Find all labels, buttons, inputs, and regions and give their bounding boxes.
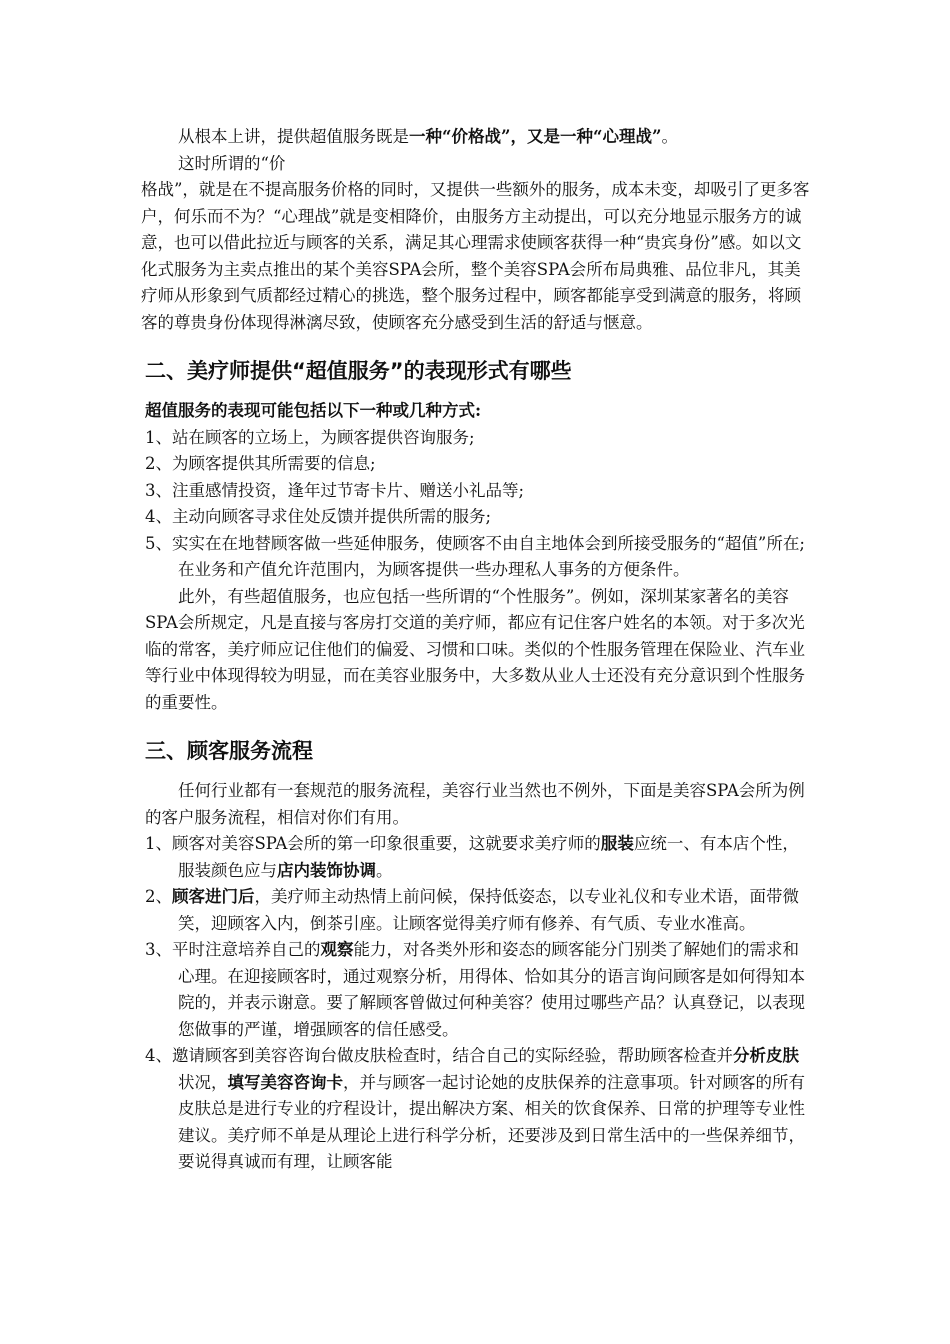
section-2-paragraph: 此外，有些超值服务，也应包括一些所谓的“个性服务”。例如，深圳某家著名的美容SPA会所规定，凡是直接与客房打交道的美疗师，都应有记住客户姓名的本领。对于多次光临的常客，美疗师应记住他们的偏爱、习惯和口味。类似的个性服务管理在保险业、汽车业等行业中体现得较为明显，而在美容业服务中，大多数从业人士还没有充分意识到个性服务的重要性。 [145, 586, 805, 712]
process-step-2: 2、顾客进门后，美疗师主动热情上前问候，保持低姿态，以专业礼仪和专业术语，面带微笑，迎顾客入内，倒茶引座。让顾客觉得美疗师有修养、有气质、专业水准高。 [145, 887, 799, 933]
intro-bold-phrase: 一种“价格战”，又是一种“心理战” [409, 127, 662, 146]
bold-keyword: 观察 [320, 940, 354, 959]
bold-keyword: 分析皮肤 [733, 1046, 799, 1065]
intro-paragraph: 格战”，就是在不提高服务价格的同时，又提供一些额外的服务，成本未变，却吸引了更多客户，何乐而不为？“心理战”就是变相降价，由服务方主动提出，可以充分地显示服务方的诚意，也可以借此拉近与顾客的关系，满足其心理需求使顾客获得一种“贵宾身份”感。如以文化式服务为主卖点推出的某个美容SPA会所，整个美容SPA会所布局典雅、品位非凡，其美疗师从形象到气质都经过精心的挑选，整个服务过程中，顾客都能享受到满意的服务，将顾客的尊贵身份体现得淋漓尽致，使顾客充分感受到生活的舒适与惬意。 [141, 180, 810, 332]
section-2-heading: 二、美疗师提供“超值服务”的表现形式有哪些 [145, 359, 572, 383]
list-item: 1、站在顾客的立场上，为顾客提供咨询服务; [145, 427, 475, 447]
bold-keyword: 填写美容咨询卡 [227, 1072, 343, 1092]
process-step-4: 4、邀请顾客到美容咨询台做皮肤检查时，结合自己的实际经验，帮助顾客检查并分析皮肤状况，填写美容咨询卡，并与顾客一起讨论她的皮肤保养的注意事项。针对顾客的所有皮肤总是进行专业的疗程设计，提出解决方案、相关的饮食保养、日常的护理等专业性建议。美疗师不单是从理论上进行科学分析，还要涉及到日常生活中的一些保养细节，要说得真诚而有理，让顾客能 [145, 1046, 805, 1171]
list-item: 5、实实在在地替顾客做一些延伸服务，使顾客不由自主地体会到所接受服务的“超值”所在; 在业务和产值允许范围内，为顾客提供一些办理私人事务的方便条件。 [145, 533, 805, 579]
intro-text: 从根本上讲，提供超值服务既是 [178, 127, 409, 146]
section-3-heading: 三、顾客服务流程 [145, 739, 313, 763]
intro-line-2: 这时所谓的“价 [178, 153, 286, 173]
process-step-1: 1、顾客对美容SPA会所的第一印象很重要，这就要求美疗师的服装应统一、有本店个性，服装颜色应与店内装饰协调。 [145, 834, 799, 880]
section-3-intro: 任何行业都有一套规范的服务流程，美容行业当然也不例外，下面是美容SPA会所为例的客户服务流程，相信对你们有用。 [145, 781, 805, 827]
section-2-subheading: 超值服务的表现可能包括以下一种或几种方式: [145, 401, 482, 420]
document-body [141, 124, 810, 1176]
list-item: 3、注重感情投资，逢年过节寄卡片、赠送小礼品等; [145, 480, 525, 500]
bold-keyword: 店内装饰协调 [277, 860, 376, 880]
bold-keyword: 服装 [600, 834, 634, 853]
process-step-3: 3、平时注意培养自己的观察能力，对各类外形和姿态的顾客能分门别类了解她们的需求和心理。在迎接顾客时，通过观察分析，用得体、恰如其分的语言询问顾客是如何得知本院的，并表示谢意。要了解顾客曾做过何种美容？使用过哪些产品？认真登记，以表现您做事的严谨，增强顾客的信任感受。 [145, 940, 805, 1039]
bold-keyword: 顾客进门后 [172, 887, 255, 906]
list-item: 2、为顾客提供其所需要的信息; [145, 454, 376, 473]
intro-line-1 [145, 124, 810, 151]
list-item: 4、主动向顾客寻求住处反馈并提供所需的服务; [145, 507, 492, 526]
intro-text-end: 。 [661, 127, 678, 146]
